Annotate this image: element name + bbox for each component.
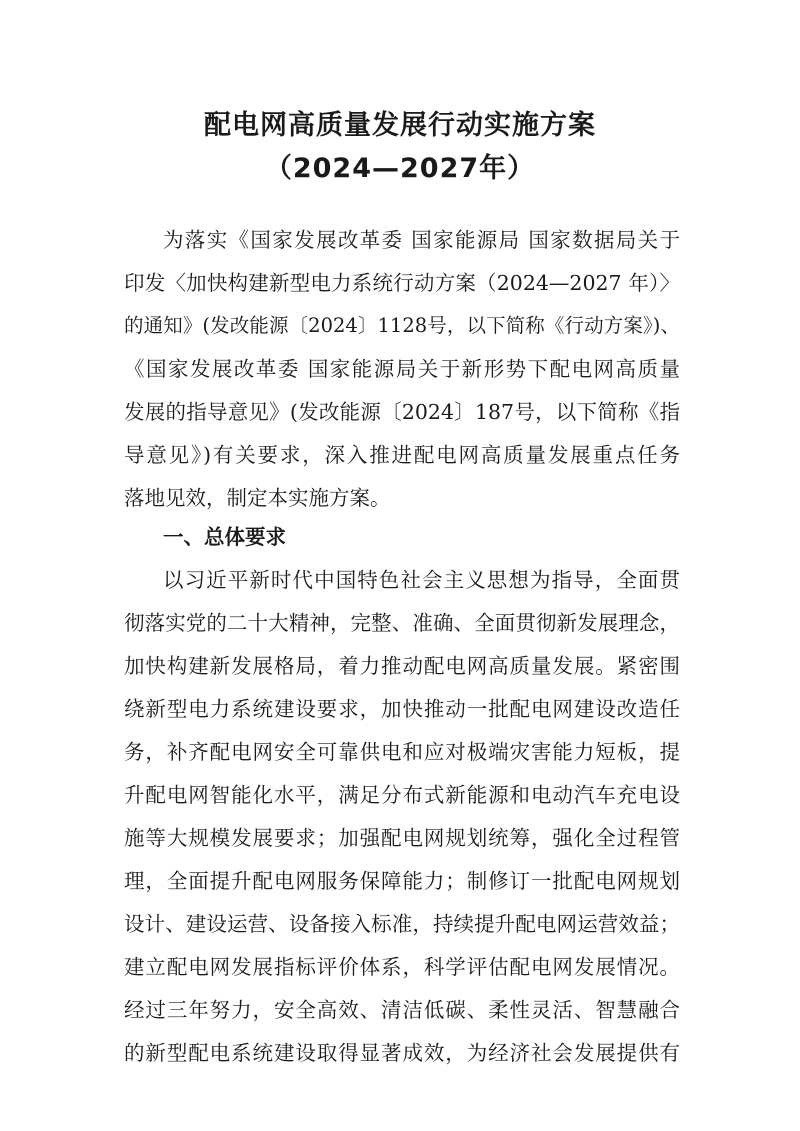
intro-line: 为落实《国家发展改革委 国家能源局 国家数据局关于 xyxy=(163,228,680,252)
body-line: 理，全面提升配电网服务保障能力；制修订一批配电网规划 xyxy=(124,869,680,893)
intro-line: 落地见效，制定本实施方案。 xyxy=(124,486,391,510)
body-line: 加快构建新发展格局，着力推动配电网高质量发展。紧密围 xyxy=(124,654,680,678)
body-line: 施等大规模发展要求；加强配电网规划统筹，强化全过程管 xyxy=(124,826,680,850)
body-line: 的新型配电系统建设取得显著成效，为经济社会发展提供有 xyxy=(124,1041,680,1065)
body-line: 以习近平新时代中国特色社会主义思想为指导，全面贯 xyxy=(163,568,680,592)
body-line: 升配电网智能化水平，满足分布式新能源和电动汽车充电设 xyxy=(124,783,680,807)
intro-line: 《国家发展改革委 国家能源局关于新形势下配电网高质量 xyxy=(124,357,680,381)
body-line: 经过三年努力，安全高效、清洁低碳、柔性灵活、智慧融合 xyxy=(124,998,680,1022)
document-subtitle: （2024—2027年） xyxy=(264,153,536,184)
body-line: 绕新型电力系统建设要求，加快推动一批配电网建设改造任 xyxy=(124,697,680,721)
body-line: 设计、建设运营、设备接入标准，持续提升配电网运营效益； xyxy=(124,912,680,936)
document-title: 配电网高质量发展行动实施方案 xyxy=(204,110,596,141)
intro-line: 发展的指导意见》(发改能源〔2024〕187号，以下简称《指 xyxy=(124,400,680,424)
intro-line: 导意见》)有关要求，深入推进配电网高质量发展重点任务 xyxy=(124,443,680,467)
body-line: 建立配电网发展指标评价体系，科学评估配电网发展情况。 xyxy=(124,955,680,979)
section-heading: 一、总体要求 xyxy=(163,525,286,549)
intro-line: 印发〈加快构建新型电力系统行动方案（2024—2027 年）〉 xyxy=(124,271,680,295)
body-line: 务，补齐配电网安全可靠供电和应对极端灾害能力短板，提 xyxy=(124,740,680,764)
intro-line: 的通知》(发改能源〔2024〕1128号，以下简称《行动方案》)、 xyxy=(124,314,680,337)
body-line: 彻落实党的二十大精神，完整、准确、全面贯彻新发展理念， xyxy=(124,611,680,635)
